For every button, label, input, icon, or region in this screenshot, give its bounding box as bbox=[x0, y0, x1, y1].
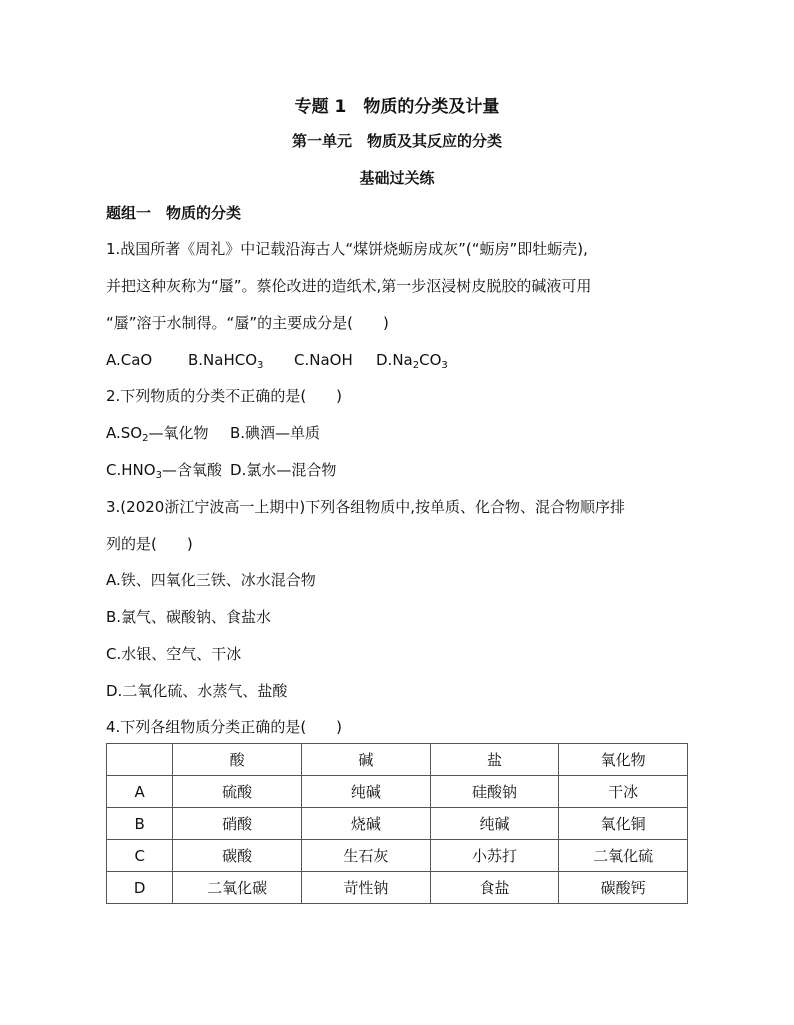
classification-table bbox=[106, 743, 688, 904]
q2-option-d: D.氯水—混合物 bbox=[230, 461, 337, 479]
q1-option-d-text1: D.Na bbox=[376, 351, 413, 369]
table-row bbox=[107, 840, 688, 872]
table-cell: 硅酸钠 bbox=[430, 776, 559, 808]
table-cell: 苛性钠 bbox=[302, 872, 431, 904]
table-cell: 氧化铜 bbox=[559, 808, 688, 840]
table-header-cell: 碱 bbox=[302, 744, 431, 776]
q1-option-b-subscript: 3 bbox=[257, 360, 264, 371]
q2-option-c bbox=[106, 460, 230, 480]
q3-stem-line2: 列的是( ) bbox=[106, 535, 193, 553]
table-cell: C bbox=[107, 840, 173, 872]
table-cell: 纯碱 bbox=[430, 808, 559, 840]
table-row bbox=[107, 872, 688, 904]
table-header-cell bbox=[107, 744, 173, 776]
q1-options bbox=[106, 350, 448, 370]
table-cell: 碳酸 bbox=[173, 840, 302, 872]
q1-option-b-text: B.NaHCO bbox=[188, 351, 258, 369]
q2-options-row2 bbox=[106, 460, 336, 480]
table-header-cell: 盐 bbox=[430, 744, 559, 776]
q2-option-a-text1: A.SO bbox=[106, 424, 143, 442]
q1-option-d-subscript2: 3 bbox=[441, 360, 448, 371]
q1-option-b bbox=[188, 350, 294, 370]
q2-option-a-text2: —氧化物 bbox=[148, 424, 209, 442]
q2-option-a bbox=[106, 423, 230, 443]
table-cell: 小苏打 bbox=[430, 840, 559, 872]
q1-option-d-subscript1: 2 bbox=[412, 360, 420, 371]
q2-option-c-subscript: 3 bbox=[155, 470, 162, 481]
q3-option-c: C.水银、空气、干冰 bbox=[106, 645, 242, 663]
table-cell: 硝酸 bbox=[173, 808, 302, 840]
topic-title: 专题 1 物质的分类及计量 bbox=[294, 97, 500, 117]
q1-option-c: C.NaOH bbox=[294, 351, 353, 369]
q4-stem: 4.下列各组物质分类正确的是( ) bbox=[106, 718, 343, 736]
table-header-cell: 氧化物 bbox=[559, 744, 688, 776]
table-cell: 碳酸钙 bbox=[559, 872, 688, 904]
q3-option-b: B.氯气、碳酸钠、食盐水 bbox=[106, 608, 272, 626]
table-cell: 烧碱 bbox=[302, 808, 431, 840]
q1-option-d bbox=[376, 350, 448, 370]
table-row bbox=[107, 808, 688, 840]
q3-stem-line1: 3.(2020浙江宁波高一上期中)下列各组物质中,按单质、化合物、混合物顺序排 bbox=[106, 498, 625, 516]
unit-title: 第一单元 物质及其反应的分类 bbox=[291, 132, 502, 150]
section-title: 基础过关练 bbox=[359, 169, 435, 187]
group-title: 题组一 物质的分类 bbox=[106, 204, 242, 222]
table-cell: 纯碱 bbox=[302, 776, 431, 808]
q1-stem-line3: “蜃”溶于水制得。“蜃”的主要成分是( ) bbox=[106, 314, 389, 332]
q1-stem-line1: 1.战国所著《周礼》中记载沿海古人“煤饼烧蛎房成灰”(“蛎房”即牡蛎壳), bbox=[106, 240, 588, 258]
table-header-cell: 酸 bbox=[173, 744, 302, 776]
q3-option-a: A.铁、四氧化三铁、冰水混合物 bbox=[106, 571, 316, 589]
q2-option-c-text1: C.HNO bbox=[106, 461, 156, 479]
q2-option-b: B.碘酒—单质 bbox=[230, 424, 321, 442]
table-cell: 食盐 bbox=[430, 872, 559, 904]
table-cell: D bbox=[107, 872, 173, 904]
q2-option-a-subscript: 2 bbox=[142, 433, 149, 444]
table-header-row bbox=[107, 744, 688, 776]
table-cell: 生石灰 bbox=[302, 840, 431, 872]
table-cell: A bbox=[107, 776, 173, 808]
q2-options-row1 bbox=[106, 423, 320, 443]
table-row bbox=[107, 776, 688, 808]
table-cell: 二氧化碳 bbox=[173, 872, 302, 904]
q1-stem-line2: 并把这种灰称为“蜃”。蔡伦改进的造纸术,第一步沤浸树皮脱胶的碱液可用 bbox=[106, 277, 592, 295]
q2-stem: 2.下列物质的分类不正确的是( ) bbox=[106, 387, 343, 405]
table-cell: B bbox=[107, 808, 173, 840]
q2-option-c-text2: —含氧酸 bbox=[161, 461, 222, 479]
table-cell: 二氧化硫 bbox=[559, 840, 688, 872]
table-cell: 干冰 bbox=[559, 776, 688, 808]
q1-option-a: A.CaO bbox=[106, 351, 153, 369]
q1-option-d-text2: CO bbox=[419, 351, 442, 369]
q3-option-d: D.二氧化硫、水蒸气、盐酸 bbox=[106, 682, 288, 700]
table-cell: 硫酸 bbox=[173, 776, 302, 808]
